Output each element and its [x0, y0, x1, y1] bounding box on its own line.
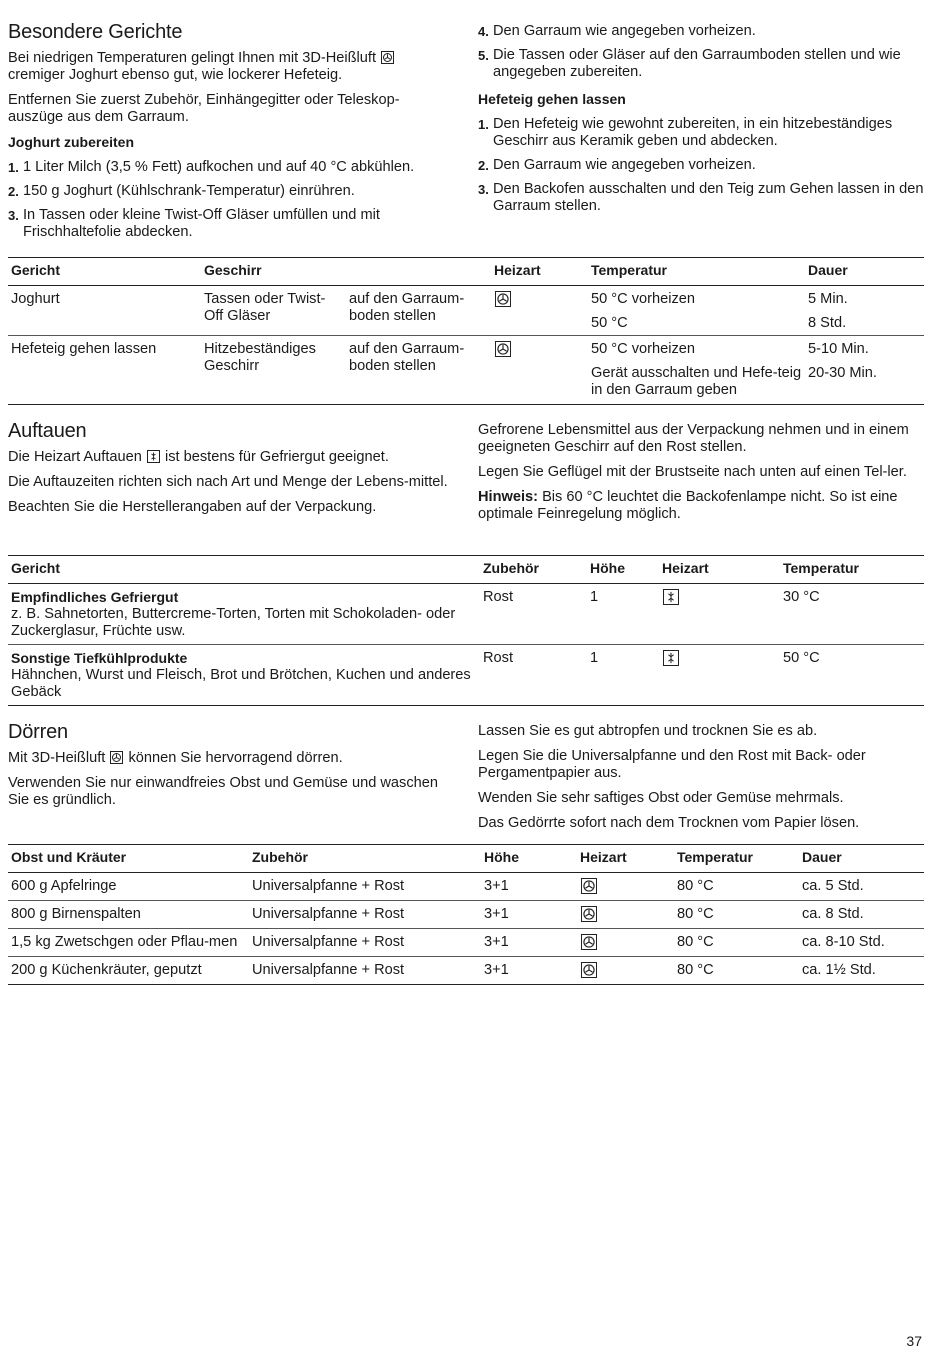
page-number: 37 [906, 1333, 922, 1349]
table-cell: 80 °C [674, 929, 799, 957]
table-cell [577, 929, 674, 957]
special-intro-1: Bei niedrigen Temperaturen gelingt Ihnen mit 3D-Heißluft cremiger Joghurt ebenso gut, wie lockerer Hefeteig. [8, 50, 454, 84]
table-header-row [8, 258, 924, 286]
drying-left-column [8, 720, 454, 844]
table-cell: Universalpfanne + Rost [249, 929, 481, 957]
table-cell [577, 873, 674, 901]
defrost-right-column [478, 419, 924, 555]
table-row [8, 957, 924, 985]
table-header: Zubehör [249, 845, 481, 873]
defrost-section [8, 419, 924, 555]
drying-p1: Mit 3D-Heißluft können Sie hervorragend dörren. [8, 750, 343, 766]
table-row [8, 584, 924, 645]
table-cell: Joghurt [8, 286, 201, 336]
table-cell: 50 °C vorheizen 50 °C [588, 286, 805, 336]
drying-p2: Verwenden Sie nur einwandfreies Obst und Gemüse und waschen Sie es gründlich. [8, 775, 438, 808]
special-title: Besondere Gerichte [8, 21, 183, 43]
table-cell [659, 584, 780, 645]
table-header: Dauer [805, 258, 924, 286]
defrost-p4: Gefrorene Lebensmittel aus der Verpackung nehmen und in einem geeigneten Geschirr auf den Rost stellen. [478, 422, 909, 455]
table-cell: 600 g Apfelringe [8, 873, 249, 901]
table-header: Temperatur [674, 845, 799, 873]
hot-air-icon [581, 906, 597, 922]
table-row [8, 929, 924, 957]
special-right-column [478, 20, 924, 257]
defrost-title: Auftauen [8, 420, 87, 442]
table-header: Höhe [481, 845, 577, 873]
drying-table [8, 844, 924, 985]
hot-air-icon [381, 51, 394, 64]
table-cell: Empfindliches Gefriergut z. B. Sahnetorten, Buttercreme-Torten, Torten mit Schokoladen- oder Zuckerglasur, Früchte usw. [8, 584, 480, 645]
table-row [8, 873, 924, 901]
list-item: 2. 150 g Joghurt (Kühlschrank-Temperatur) einrühren. [8, 183, 355, 199]
defrost-p2: Die Auftauzeiten richten sich nach Art und Menge der Lebens-mittel. [8, 474, 448, 490]
special-table [8, 257, 924, 405]
table-cell: 1 [587, 584, 659, 645]
special-section [8, 20, 924, 257]
table-cell: Sonstige Tiefkühlprodukte Hähnchen, Wurst und Fleisch, Brot und Brötchen, Kuchen und anderes Gebäck [8, 645, 480, 706]
table-cell: 3+1 [481, 957, 577, 985]
defrost-left-column [8, 419, 454, 555]
defrost-table [8, 555, 924, 706]
table-cell: Rost [480, 645, 587, 706]
drying-title: Dörren [8, 721, 68, 743]
list-item: 3. Den Backofen ausschalten und den Teig zum Gehen lassen in den Garraum stellen. [478, 181, 924, 214]
table-cell: 800 g Birnenspalten [8, 901, 249, 929]
hot-air-icon [581, 878, 597, 894]
table-row [8, 286, 924, 336]
table-cell: 80 °C [674, 873, 799, 901]
table-row [8, 645, 924, 706]
table-header: Heizart [491, 258, 588, 286]
table-cell [491, 286, 588, 336]
yogurt-steps-left [8, 159, 454, 241]
table-cell: Rost [480, 584, 587, 645]
table-header: Gericht [8, 556, 480, 584]
hot-air-icon [581, 962, 597, 978]
table-cell: 80 °C [674, 957, 799, 985]
table-cell: 50 °C vorheizen Gerät ausschalten und Hefe-teig in den Garraum geben [588, 336, 805, 405]
page [8, 20, 924, 985]
table-cell: ca. 8 Std. [799, 901, 924, 929]
hot-air-icon [110, 751, 123, 764]
table-cell [659, 645, 780, 706]
table-header: Höhe [587, 556, 659, 584]
list-item: 2. Den Garraum wie angegeben vorheizen. [478, 157, 756, 173]
list-item: 1. 1 Liter Milch (3,5 % Fett) aufkochen und auf 40 °C abkühlen. [8, 159, 415, 175]
table-cell: Tassen oder Twist-Off Gläser [201, 286, 346, 336]
hot-air-icon [495, 341, 511, 357]
drying-p4: Legen Sie die Universalpfanne und den Rost mit Back- oder Pergamentpapier aus. [478, 748, 866, 781]
table-cell: 50 °C [780, 645, 924, 706]
table-cell: 5-10 Min. 20-30 Min. [805, 336, 924, 405]
table-cell: auf den Garraum-boden stellen [346, 286, 491, 336]
defrost-p1: Die Heizart Auftauen ist bestens für Gefriergut geeignet. [8, 449, 389, 465]
table-cell: 1 [587, 645, 659, 706]
table-header: Dauer [799, 845, 924, 873]
table-header: Gericht [8, 258, 201, 286]
list-item: 4. Den Garraum wie angegeben vorheizen. [478, 23, 756, 39]
defrost-icon [147, 450, 160, 463]
table-cell: 3+1 [481, 873, 577, 901]
table-cell: 3+1 [481, 901, 577, 929]
table-header: Temperatur [780, 556, 924, 584]
table-cell: auf den Garraum-boden stellen [346, 336, 491, 405]
table-header: Heizart [659, 556, 780, 584]
table-cell: 5 Min. 8 Std. [805, 286, 924, 336]
drying-p3: Lassen Sie es gut abtropfen und trocknen Sie es ab. [478, 723, 818, 739]
table-cell: ca. 1½ Std. [799, 957, 924, 985]
table-cell: ca. 5 Std. [799, 873, 924, 901]
table-header-row [8, 845, 924, 873]
table-cell: 200 g Küchenkräuter, geputzt [8, 957, 249, 985]
table-header-row [8, 556, 924, 584]
table-header: Zubehör [480, 556, 587, 584]
table-cell: Hefeteig gehen lassen [8, 336, 201, 405]
table-cell [491, 336, 588, 405]
defrost-icon [663, 650, 679, 666]
table-cell: ca. 8-10 Std. [799, 929, 924, 957]
table-cell: Universalpfanne + Rost [249, 901, 481, 929]
table-cell: 3+1 [481, 929, 577, 957]
drying-section [8, 720, 924, 844]
drying-p5: Wenden Sie sehr saftiges Obst oder Gemüse mehrmals. [478, 790, 844, 806]
defrost-note: Hinweis: Bis 60 °C leuchtet die Backofenlampe nicht. So ist eine optimale Feinregelung möglich. [478, 489, 898, 522]
list-item: 1. Den Hefeteig wie gewohnt zubereiten, in ein hitzebeständiges Geschirr aus Keramik geben und abdecken. [478, 116, 893, 149]
dough-steps [478, 116, 924, 215]
dough-heading: Hefeteig gehen lassen [478, 91, 626, 107]
table-cell [577, 901, 674, 929]
table-row [8, 336, 924, 405]
table-header: Heizart [577, 845, 674, 873]
defrost-icon [663, 589, 679, 605]
table-cell: 80 °C [674, 901, 799, 929]
list-item: 5. Die Tassen oder Gläser auf den Garraumboden stellen und wie angegeben zubereiten. [478, 47, 901, 80]
drying-p6: Das Gedörrte sofort nach dem Trocknen vom Papier lösen. [478, 815, 860, 831]
table-cell: 30 °C [780, 584, 924, 645]
yogurt-heading: Joghurt zubereiten [8, 134, 135, 150]
table-header: Geschirr [201, 258, 491, 286]
special-left-column [8, 20, 454, 257]
hot-air-icon [581, 934, 597, 950]
table-header: Obst und Kräuter [8, 845, 249, 873]
table-cell: Universalpfanne + Rost [249, 957, 481, 985]
list-item: 3. In Tassen oder kleine Twist-Off Gläser umfüllen und mit Frischhaltefolie abdecken. [8, 207, 380, 240]
table-header: Temperatur [588, 258, 805, 286]
table-cell: Universalpfanne + Rost [249, 873, 481, 901]
table-row [8, 901, 924, 929]
drying-right-column [478, 720, 924, 844]
yogurt-steps-right [478, 23, 924, 81]
table-cell: Hitzebeständiges Geschirr [201, 336, 346, 405]
defrost-p5: Legen Sie Geflügel mit der Brustseite nach unten auf einen Tel-ler. [478, 464, 907, 480]
table-cell [577, 957, 674, 985]
defrost-p3: Beachten Sie die Herstellerangaben auf der Verpackung. [8, 499, 377, 515]
special-intro-2: Entfernen Sie zuerst Zubehör, Einhängegitter oder Teleskop-auszüge aus dem Garraum. [8, 92, 400, 125]
hot-air-icon [495, 291, 511, 307]
table-cell: 1,5 kg Zwetschgen oder Pflau-men [8, 929, 249, 957]
